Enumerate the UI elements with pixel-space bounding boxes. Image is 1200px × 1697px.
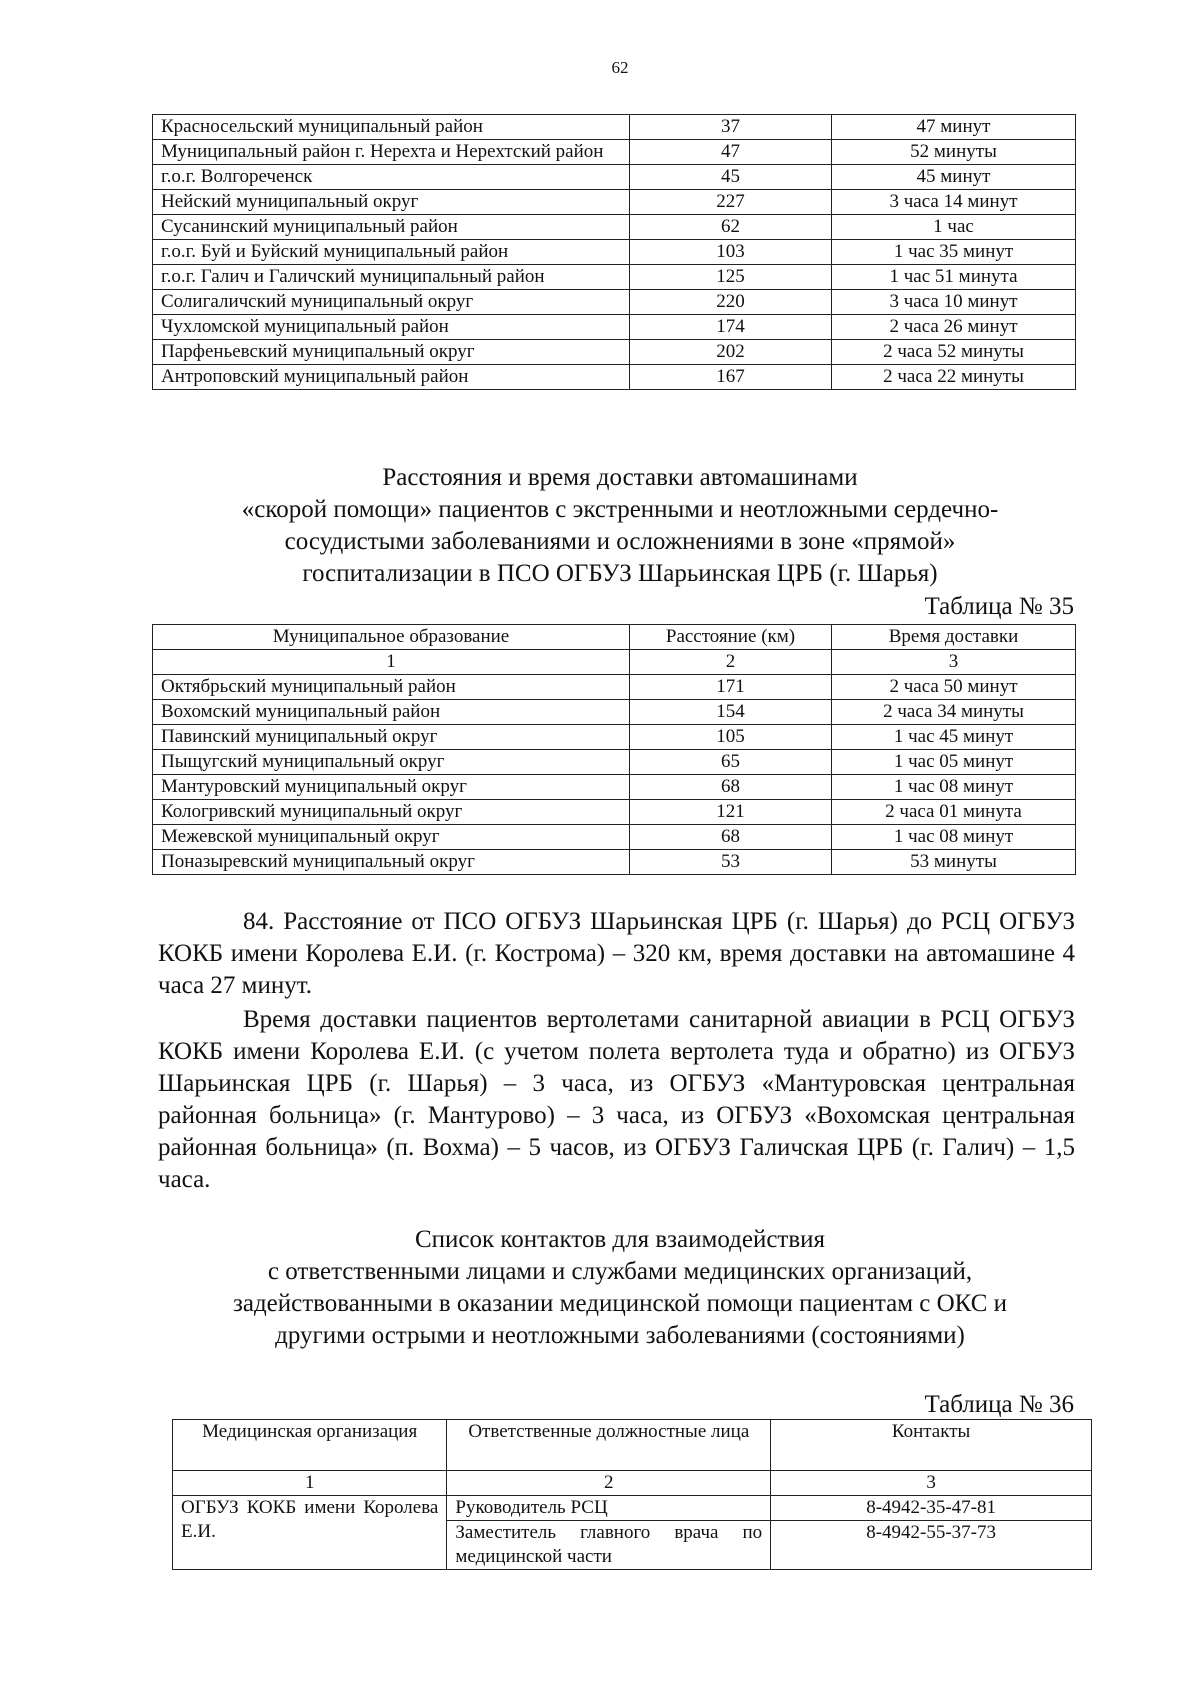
distance-cell: 62 (630, 215, 832, 240)
municipality-cell: г.о.г. Буй и Буйский муниципальный район (153, 240, 630, 265)
time-cell: 53 минуты (832, 850, 1076, 875)
table-36-label: Таблица № 36 (924, 1391, 1074, 1418)
header-cell: Ответственные должностные лица (447, 1420, 771, 1471)
distance-cell: 121 (630, 800, 832, 825)
distance-cell: 68 (630, 825, 832, 850)
table-36 (172, 1419, 1092, 1570)
header-cell: Время доставки (832, 625, 1076, 650)
table-row (153, 265, 1076, 290)
distance-cell: 125 (630, 265, 832, 290)
heading-line: Расстояния и время доставки автомашинами (382, 464, 858, 491)
distance-cell: 171 (630, 675, 832, 700)
table-row (153, 800, 1076, 825)
table-35-heading (160, 462, 1080, 590)
distance-cell: 105 (630, 725, 832, 750)
org-cell (173, 1496, 447, 1570)
number-cell: 3 (771, 1471, 1092, 1496)
heading-line: Список контактов для взаимодействия (414, 1226, 826, 1253)
table-row (153, 140, 1076, 165)
time-cell: 3 часа 14 минут (832, 190, 1076, 215)
time-cell: 1 час 35 минут (832, 240, 1076, 265)
table-row (153, 725, 1076, 750)
municipality-cell: Красносельский муниципальный район (153, 115, 630, 140)
contact-cell: 8-4942-35-47-81 (771, 1496, 1092, 1521)
municipality-cell: г.о.г. Волгореченск (153, 165, 630, 190)
municipality-cell: Вохомский муниципальный район (153, 700, 630, 725)
time-cell: 1 час (832, 215, 1076, 240)
time-cell: 2 часа 22 минуты (832, 365, 1076, 390)
distance-cell: 45 (630, 165, 832, 190)
table-row (153, 850, 1076, 875)
municipality-cell: Октябрьский муниципальный район (153, 675, 630, 700)
table-row (153, 290, 1076, 315)
table-row (153, 190, 1076, 215)
time-cell: 2 часа 50 минут (832, 675, 1076, 700)
table-35 (152, 624, 1076, 875)
municipality-cell: Антроповский муниципальный район (153, 365, 630, 390)
municipality-cell: Муниципальный район г. Нерехта и Нерехтский район (153, 140, 630, 165)
heading-line: госпитализации в ПСО ОГБУЗ Шарьинская ЦРБ (г. Шарья) (302, 560, 938, 587)
municipality-cell: Сусанинский муниципальный район (153, 215, 630, 240)
paragraph-air-ambulance (158, 1004, 1075, 1196)
table-row (153, 365, 1076, 390)
municipality-cell: г.о.г. Галич и Галичский муниципальный район (153, 265, 630, 290)
heading-line: сосудистыми заболеваниями и осложнениями в зоне «прямой» (284, 528, 956, 555)
municipality-cell: Межевской муниципальный округ (153, 825, 630, 850)
heading-line: «скорой помощи» пациентов с экстренными и неотложными сердечно- (241, 496, 999, 523)
distance-cell: 154 (630, 700, 832, 725)
table-number-row (153, 650, 1076, 675)
contact-cell: 8-4942-55-37-73 (771, 1521, 1092, 1570)
time-cell: 52 минуты (832, 140, 1076, 165)
time-cell: 1 час 08 минут (832, 775, 1076, 800)
heading-line: другими острыми и неотложными заболеваниями (состояниями) (275, 1322, 965, 1349)
table-row (153, 315, 1076, 340)
distance-cell: 103 (630, 240, 832, 265)
municipality-cell: Солигаличский муниципальный округ (153, 290, 630, 315)
org-name: ОГБУЗ КОКБ имени Королева Е.И. (181, 1497, 439, 1542)
municipality-cell: Кологривский муниципальный округ (153, 800, 630, 825)
page-number: 62 (611, 58, 629, 77)
municipality-cell: Поназыревский муниципальный округ (153, 850, 630, 875)
time-cell: 1 час 08 минут (832, 825, 1076, 850)
table-35-label: Таблица № 35 (924, 593, 1074, 620)
heading-line: задействованными в оказании медицинской помощи пациентам с ОКС и (232, 1290, 1008, 1317)
time-cell: 2 часа 26 минут (832, 315, 1076, 340)
position-cell: Руководитель РСЦ (447, 1496, 771, 1521)
table-row (153, 775, 1076, 800)
header-cell: Контакты (771, 1420, 1092, 1471)
time-cell: 45 минут (832, 165, 1076, 190)
header-cell: Расстояние (км) (630, 625, 832, 650)
table-number-row (173, 1471, 1092, 1496)
time-cell: 1 час 51 минута (832, 265, 1076, 290)
time-cell: 1 час 05 минут (832, 750, 1076, 775)
time-cell: 2 часа 34 минуты (832, 700, 1076, 725)
municipality-cell: Мантуровский муниципальный округ (153, 775, 630, 800)
table-36-heading (160, 1224, 1080, 1352)
paragraph-84-text: 84. Расстояние от ПСО ОГБУЗ Шарьинская ЦРБ (г. Шарья) до РСЦ ОГБУЗ КОКБ имени Королева Е.И. (г. Кострома) – 320 км, время доставки на автомашине 4 часа 27 минут. (158, 908, 1075, 999)
table-row (153, 825, 1076, 850)
table-row (153, 240, 1076, 265)
distance-cell: 68 (630, 775, 832, 800)
distance-cell: 37 (630, 115, 832, 140)
table-row (153, 215, 1076, 240)
municipality-cell: Нейский муниципальный округ (153, 190, 630, 215)
number-cell: 1 (173, 1471, 447, 1496)
table-row (153, 115, 1076, 140)
table-distances-top (152, 114, 1076, 390)
municipality-cell: Чухломской муниципальный район (153, 315, 630, 340)
table-row (153, 340, 1076, 365)
distance-cell: 167 (630, 365, 832, 390)
number-cell: 2 (447, 1471, 771, 1496)
header-cell: Медицинская организация (173, 1420, 447, 1471)
position-cell: Заместитель главного врача по медицинской части (447, 1521, 771, 1570)
table-row (153, 700, 1076, 725)
distance-cell: 220 (630, 290, 832, 315)
table-row (153, 675, 1076, 700)
distance-cell: 202 (630, 340, 832, 365)
distance-cell: 65 (630, 750, 832, 775)
number-cell: 1 (153, 650, 630, 675)
table-row (153, 165, 1076, 190)
heading-line: с ответственными лицами и службами медицинских организаций, (267, 1258, 973, 1285)
distance-cell: 174 (630, 315, 832, 340)
table-row (173, 1496, 1092, 1521)
time-cell: 2 часа 52 минуты (832, 340, 1076, 365)
table-header-row (173, 1420, 1092, 1471)
distance-cell: 227 (630, 190, 832, 215)
time-cell: 47 минут (832, 115, 1076, 140)
table-header-row (153, 625, 1076, 650)
distance-cell: 47 (630, 140, 832, 165)
time-cell: 1 час 45 минут (832, 725, 1076, 750)
municipality-cell: Пыщугский муниципальный округ (153, 750, 630, 775)
time-cell: 2 часа 01 минута (832, 800, 1076, 825)
table-row (153, 750, 1076, 775)
number-cell: 3 (832, 650, 1076, 675)
paragraph-air-text: Время доставки пациентов вертолетами санитарной авиации в РСЦ ОГБУЗ КОКБ имени Королева Е.И. (с учетом полета вертолета туда и обратно) из ОГБУЗ Шарьинская ЦРБ (г. Шарья) – 3 часа, из ОГБУЗ «Мантуровская центральная районная больница» (г. Мантурово) – 3 часа, из ОГБУЗ «Вохомская центральная районная больница» (п. Вохма) – 5 часов, из ОГБУЗ Галичская ЦРБ (г. Галич) – 1,5 часа. (158, 1006, 1075, 1193)
municipality-cell: Павинский муниципальный округ (153, 725, 630, 750)
header-cell: Муниципальное образование (153, 625, 630, 650)
paragraph-84 (158, 906, 1075, 1002)
time-cell: 3 часа 10 минут (832, 290, 1076, 315)
municipality-cell: Парфеньевский муниципальный округ (153, 340, 630, 365)
distance-cell: 53 (630, 850, 832, 875)
number-cell: 2 (630, 650, 832, 675)
